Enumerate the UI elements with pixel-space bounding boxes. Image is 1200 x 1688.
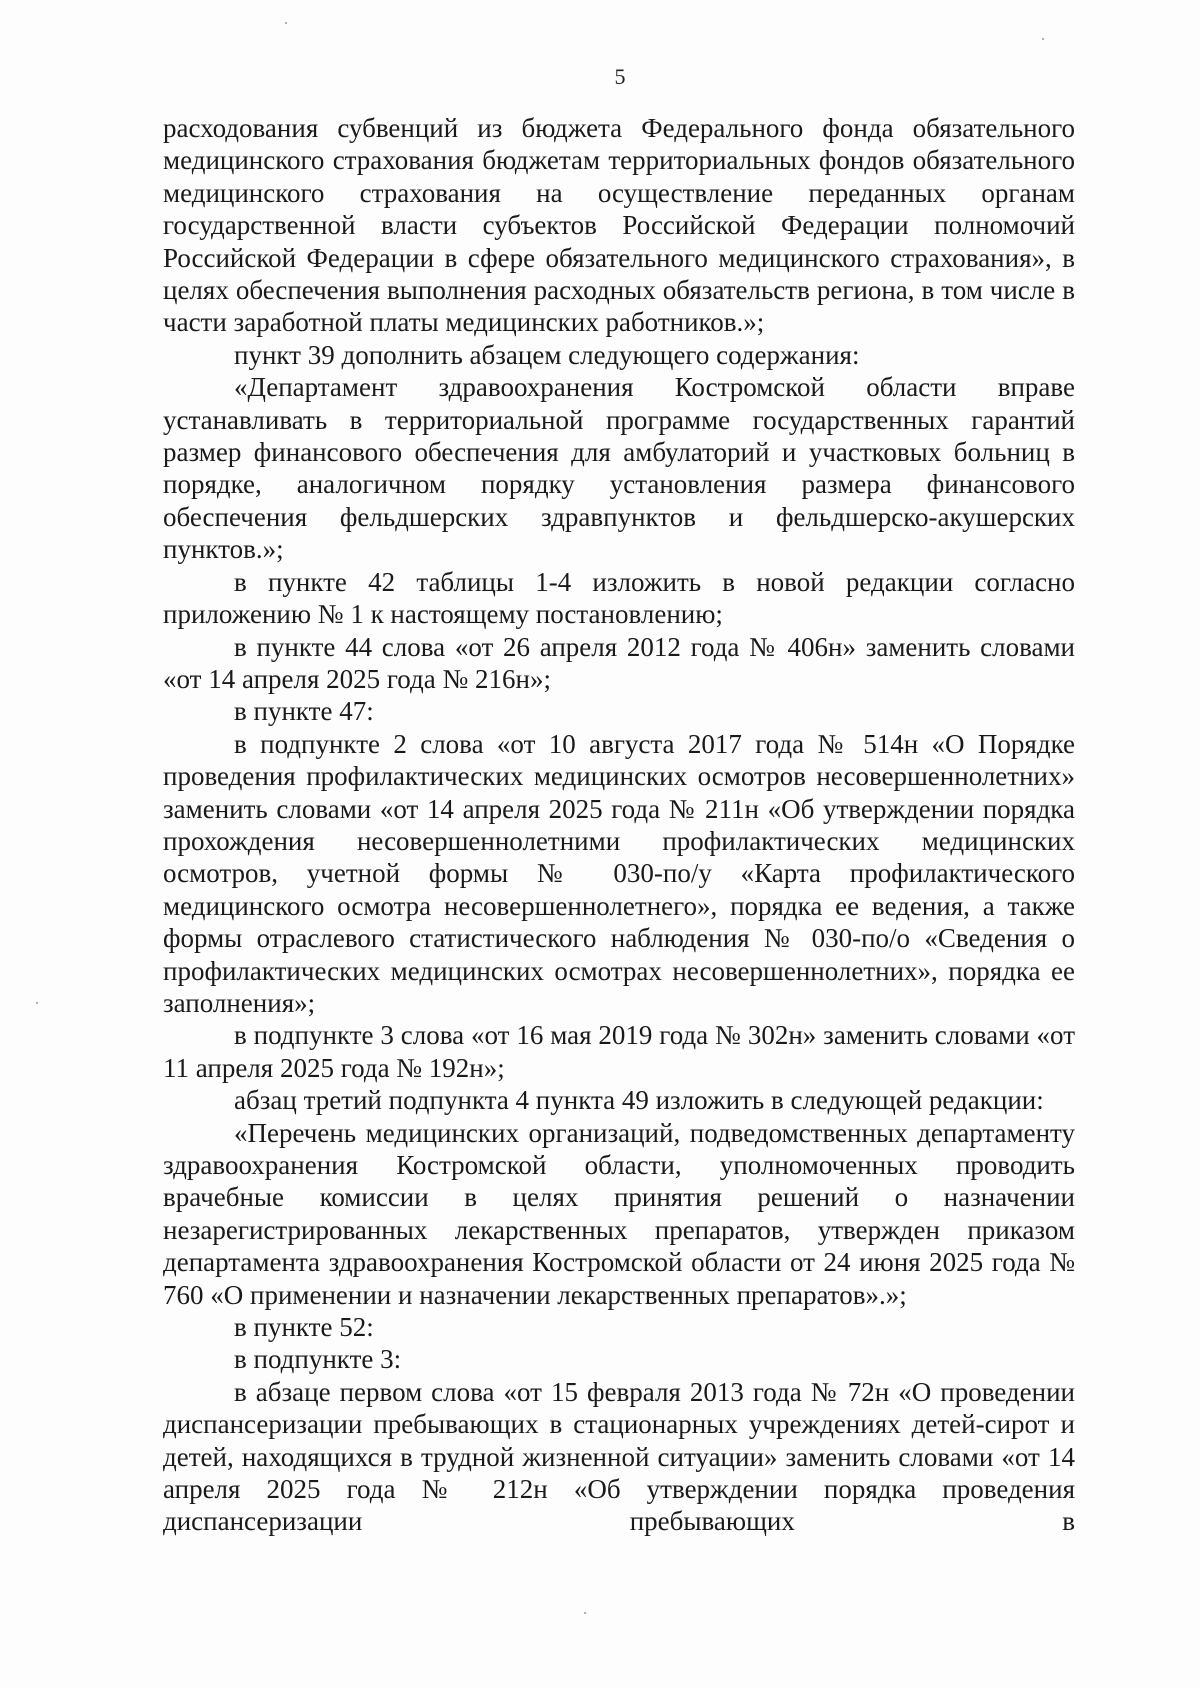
scan-speck bbox=[36, 1002, 38, 1004]
paragraph-department-right: «Департамент здравоохранения Костромской области вправе устанавливать в территориальной программе государственных гарантий размер финансового обеспечения для амбулаторий и участковых больниц в порядке, аналогичном порядку установления размера финансового обеспечения фельдшерских здравпунктов и фельдшерско-акушерских пунктов.»; bbox=[163, 372, 1075, 565]
paragraph-subvention-spending: расходования субвенций из бюджета Федерального фонда обязательного медицинского страхования бюджетам территориальных фондов обязательного медицинского страхования на осуществление переданных органам государственной власти субъектов Российской Федерации полномочий Российской Федерации в сфере обязательного медицинского страхования», в целях обеспечения выполнения расходных обязательств региона, в том числе в части заработной платы медицинских работников.»; bbox=[163, 113, 1075, 338]
paragraph-point-42: в пункте 42 таблицы 1-4 изложить в новой редакции согласно приложению № 1 к настоящему постановлению; bbox=[163, 566, 1075, 630]
paragraph-point-49: абзац третий подпункта 4 пункта 49 изложить в следующей редакции: bbox=[234, 1085, 1044, 1116]
paragraph-subpoint-3: в подпункте 3 слова «от 16 мая 2019 года № 302н» заменить словами «от 11 апреля 2025 года № 192н»; bbox=[163, 1020, 1075, 1083]
document-body bbox=[163, 112, 1075, 1538]
scan-speck bbox=[584, 1612, 586, 1614]
paragraph-point-44: в пункте 44 слова «от 26 апреля 2012 года № 406н» заменить словами «от 14 апреля 2025 года № 216н»; bbox=[163, 631, 1075, 694]
paragraph-point-52-subpoint-3: в подпункте 3: bbox=[234, 1344, 402, 1375]
paragraph-point-47: в пункте 47: bbox=[234, 696, 374, 727]
paragraph-medical-organizations-list: «Перечень медицинских организаций, подведомственных департаменту здравоохранения Костромской области, уполномоченных проводить врачебные комиссии в целях принятия решений о назначении незарегистрированных лекарственных препаратов, утвержден приказом департамента здравоохранения Костромской области от 24 июня 2025 года № 760 «О применении и назначении лекарственных препаратов».»; bbox=[163, 1117, 1075, 1310]
paragraph-point-39: пункт 39 дополнить абзацем следующего содержания: bbox=[234, 339, 860, 370]
page-number: 5 bbox=[614, 64, 626, 89]
paragraph-subpoint-2: в подпункте 2 слова «от 10 августа 2017 года № 514н «О Порядке проведения профилактических медицинских осмотров несовершеннолетних» заменить словами «от 14 апреля 2025 года № 211н «Об утверждении порядка прохождения несовершеннолетними профилактических медицинских осмотров, учетной формы № 030-по/у «Карта профилактического медицинского осмотра несовершеннолетнего», порядка ее ведения, а также формы отраслевого статистического наблюдения № 030-по/о «Сведения о профилактических медицинских осмотрах несовершеннолетних», порядка ее заполнения»; bbox=[163, 728, 1075, 1018]
paragraph-point-52: в пункте 52: bbox=[234, 1312, 374, 1343]
paragraph-first-abstract-replacement: в абзаце первом слова «от 15 февраля 2013 года № 72н «О проведении диспансеризации пребывающих в стационарных учреждениях детей-сирот и детей, находящихся в трудной жизненной ситуации» заменить словами «от 14 апреля 2025 года № 212н «Об утверждении порядка проведения диспансеризации пребывающих в bbox=[163, 1376, 1075, 1537]
scan-speck bbox=[285, 22, 287, 24]
scan-speck bbox=[1042, 38, 1044, 40]
